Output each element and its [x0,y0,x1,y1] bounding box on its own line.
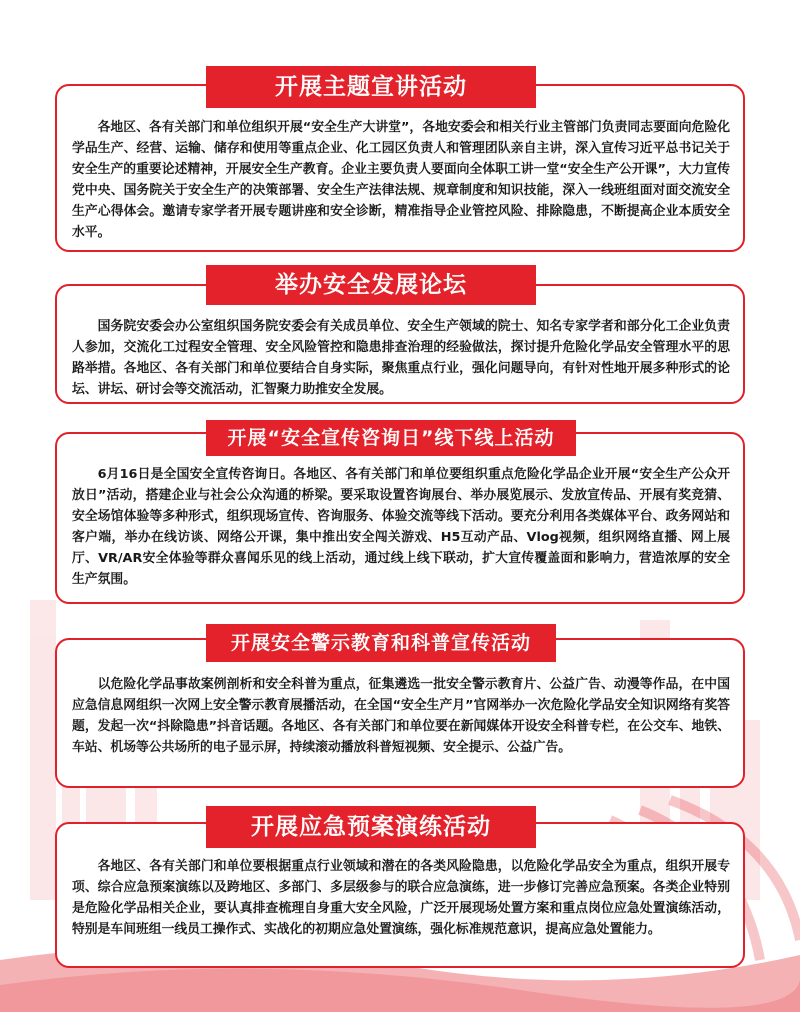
section-body: 国务院安委会办公室组织国务院安委会有关成员单位、安全生产领域的院士、知名专家学者和部分化工企业负责人参加，交流化工过程安全管理、安全风险管控和隐患排查治理的经验做法，探讨提升危险化学品安全管理水平的思路举措。各地区、各有关部门和单位要结合自身实际，聚焦重点行业，强化问题导向，有针对性地开展多种形式的论坛、讲坛、研讨会等交流活动，汇智聚力助推安全发展。 [72,319,730,397]
section-title: 开展应急预案演练活动 [206,806,536,848]
section-body: 各地区、各有关部门和单位组织开展“安全生产大讲堂”，各地安委会和相关行业主管部门负责同志要面向危险化学品生产、经营、运输、储存和使用等重点企业、化工园区负责人和管理团队亲自主讲，深入宣传习近平总书记关于安全生产的重要论述精神，开展安全生产教育。企业主要负责人要面向全体职工讲一堂“安全生产公开课”，大力宣传党中央、国务院关于安全生产的决策部署、安全生产法律法规、规章制度和知识技能，深入一线班组面对面交流安全生产心得体会。邀请专家学者开展专题讲座和安全诊断，精准指导企业管控风险、排除隐患，不断提高企业本质安全水平。 [72,120,730,240]
section-body: 6月16日是全国安全宣传咨询日。各地区、各有关部门和单位要组织重点危险化学品企业开展“安全生产公众开放日”活动，搭建企业与社会公众沟通的桥梁。要采取设置咨询展台、举办展览展示、发放宣传品、开展有奖竞猜、安全场馆体验等多种形式，组织现场宣传、咨询服务、体验交流等线下活动。要充分利用各类媒体平台、政务网站和客户端，举办在线访谈、网络公开课，集中推出安全闯关游戏、H5互动产品、Vlog视频，组织网络直播、网上展厅、VR/AR安全体验等群众喜闻乐见的线上活动，通过线上线下联动，扩大宣传覆盖面和影响力，营造浓厚的安全生产氛围。 [72,467,730,587]
section-body: 各地区、各有关部门和单位要根据重点行业领域和潜在的各类风险隐患，以危险化学品安全为重点，组织开展专项、综合应急预案演练以及跨地区、多部门、多层级参与的联合应急演练，进一步修订完善应急预案。各类企业特别是危险化学品相关企业，要认真排查梳理自身重大安全风险，广泛开展现场处置方案和重点岗位应急处置演练活动，特别是车间班组一线员工操作式、实战化的初期应急处置演练，强化标准规范意识，提高应急处置能力。 [72,859,730,937]
section-title: 举办安全发展论坛 [206,265,536,305]
section-title: 开展安全警示教育和科普宣传活动 [206,624,556,662]
section-title: 开展主题宣讲活动 [206,66,536,108]
section-title: 开展“安全宣传咨询日”线下线上活动 [206,420,576,456]
section-body: 以危险化学品事故案例剖析和安全科普为重点，征集遴选一批安全警示教育片、公益广告、动漫等作品，在中国应急信息网组织一次网上安全警示教育展播活动，在全国“安全生产月”官网举办一次危险化学品安全知识网络有奖答题，发起一次“抖除隐患”抖音话题。各地区、各有关部门和单位要在新闻媒体开设安全科普专栏，在公交车、地铁、车站、机场等公共场所的电子显示屏，持续滚动播放科普短视频、安全提示、公益广告。 [72,677,730,755]
